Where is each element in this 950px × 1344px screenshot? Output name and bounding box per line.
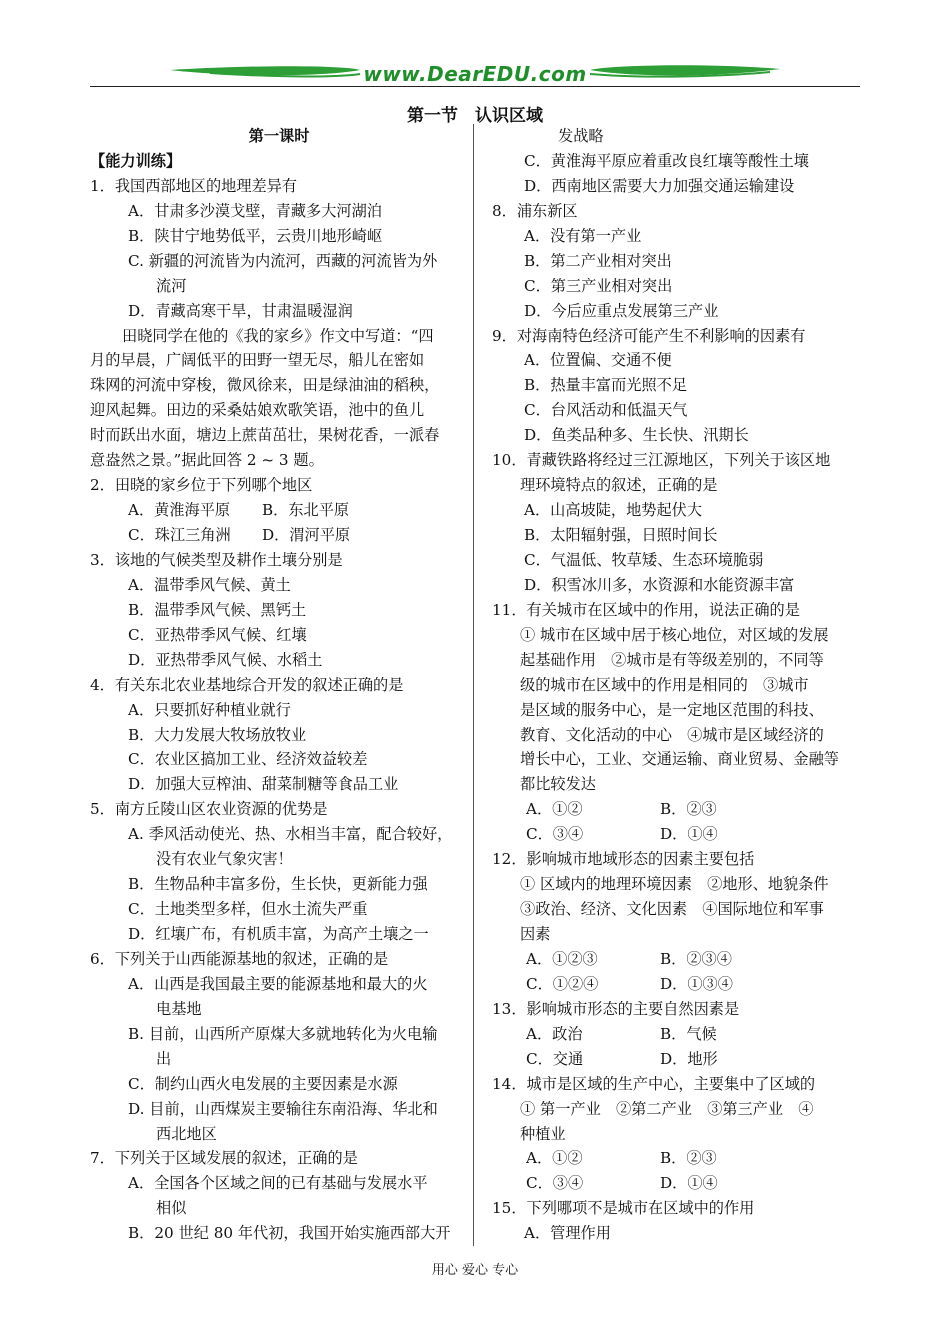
- answer-option-pair: [492, 797, 862, 822]
- text-line: 是区域的服务中心，是一定地区范围的科技、: [520, 700, 824, 719]
- answer-option: C．珠江三角洲: [128, 526, 231, 544]
- text-line: C．农业区搞加工业、经济效益较差: [128, 750, 368, 769]
- text-line: 3．该地的气候类型及耕作土壤分别是: [90, 550, 343, 569]
- text-line: B．热量丰富而光照不足: [524, 376, 688, 395]
- text-line: D. 目前，山西煤炭主要输往东南沿海、华北和: [128, 1099, 438, 1118]
- text-line: 8．浦东新区: [492, 201, 578, 220]
- text-line: B．太阳辐射强，日照时间长: [524, 526, 718, 544]
- text-line: 级的城市在区域中的作用是相同的 ③城市: [520, 675, 809, 694]
- text-line: B．第二产业相对突出: [524, 251, 672, 270]
- text-line: C．台风活动和低温天气: [524, 401, 688, 420]
- text-line: D．青藏高寒干旱，甘肃温暖湿润: [128, 301, 353, 320]
- text-line: 起基础作用 ②城市是有等级差别的，不同等: [520, 650, 824, 669]
- answer-option: D．①④: [660, 825, 718, 844]
- text-line: 1．我国西部地区的地理差异有: [90, 176, 298, 195]
- text-line: 5．南方丘陵山区农业资源的优势是: [90, 800, 328, 819]
- header-rule: [90, 86, 860, 87]
- text-line: A．全国各个区域之间的已有基础与发展水平: [128, 1174, 428, 1193]
- text-line: B．温带季风气候、黑钙土: [128, 600, 307, 619]
- site-url[interactable]: www.DearEDU.com: [363, 62, 587, 86]
- answer-option-pair: [492, 1171, 862, 1196]
- text-line: A．没有第一产业: [524, 226, 642, 245]
- text-line: 14．城市是区域的生产中心，主要集中了区域的: [492, 1074, 816, 1093]
- text-line: D．亚热带季风气候、水稻土: [128, 650, 323, 669]
- text-line: A．只要抓好种植业就行: [128, 700, 291, 719]
- text-line: 种植业: [520, 1124, 566, 1143]
- left-column: [90, 124, 468, 1246]
- answer-option: C．③④: [526, 825, 584, 844]
- text-line: 没有农业气象灾害！: [156, 850, 293, 869]
- text-line: 时而跃出水面，塘边上蔗苗茁壮，果树花香，一派春: [90, 426, 440, 445]
- text-line: A．山西是我国最主要的能源基地和最大的火: [128, 974, 428, 993]
- text-line: 相似: [156, 1199, 187, 1218]
- text-line: 珠网的河流中穿梭，微风徐来，田是绿油油的稻秧，: [90, 376, 440, 395]
- answer-option-pair: [90, 498, 468, 523]
- text-line: B. 目前，山西所产原煤大多就地转化为火电输: [128, 1024, 438, 1043]
- text-line: A．山高坡陡，地势起伏大: [524, 501, 703, 520]
- text-line: 迎风起舞。田边的采桑姑娘欢歌笑语，池中的鱼儿: [90, 401, 425, 420]
- text-line: 6．下列关于山西能源基地的叙述，正确的是: [90, 949, 389, 968]
- answer-option-pair: [492, 1146, 862, 1171]
- text-line: D．西南地区需要大力加强交通运输建设: [524, 176, 795, 195]
- text-line: 电基地: [156, 999, 202, 1018]
- answer-option: A．①②: [526, 1149, 583, 1168]
- answer-option-pair: [492, 822, 862, 847]
- text-line: A. 季风活动使光、热、水相当丰富，配合较好，: [128, 825, 453, 844]
- answer-option: B．东北平原: [262, 501, 350, 520]
- text-line: D．鱼类品种多、生长快、汛期长: [524, 426, 749, 445]
- answer-option-pair: [492, 947, 862, 972]
- text-line: B．大力发展大牧场放牧业: [128, 725, 307, 744]
- answer-option-pair: [90, 523, 468, 548]
- text-line: 意盎然之景。”据此回答 2 ~ 3 题。: [90, 451, 324, 470]
- answer-option: D．渭河平原: [262, 526, 351, 544]
- text-line: 13．影响城市形态的主要自然因素是: [492, 999, 740, 1018]
- text-line: 西北地区: [156, 1124, 217, 1143]
- answer-option: B．②③④: [660, 949, 732, 968]
- text-line: 因素: [520, 925, 551, 943]
- text-line: C．亚热带季风气候、红壤: [128, 625, 307, 644]
- answer-option: C．①②④: [526, 974, 599, 993]
- text-line: ① 区域内的地理环境因素 ②地形、地貌条件: [520, 875, 829, 894]
- answer-option: B．气候: [660, 1024, 717, 1043]
- text-line: 11．有关城市在区域中的作用，说法正确的是: [492, 600, 800, 619]
- text-line: C. 新疆的河流皆为内流河，西藏的河流皆为外: [128, 251, 438, 270]
- answer-option: D．地形: [660, 1049, 718, 1068]
- answer-option-pair: [492, 1047, 862, 1072]
- answer-option: C．交通: [526, 1049, 584, 1068]
- text-line: C．黄淮海平原应着重改良红壤等酸性土壤: [524, 151, 809, 170]
- answer-option: D．①③④: [660, 974, 733, 993]
- text-line: ① 城市在区域中居于核心地位，对区域的发展: [520, 625, 829, 644]
- answer-option-pair: [492, 972, 862, 997]
- text-line: 月的早晨，广阔低平的田野一望无尽，船儿在密如: [90, 351, 425, 370]
- text-line: A．管理作用: [524, 1224, 611, 1243]
- text-line: 15．下列哪项不是城市在区域中的作用: [492, 1199, 755, 1218]
- answer-option: A．黄淮海平原: [128, 501, 231, 520]
- right-column: [492, 124, 862, 1246]
- section-title: 第一节 认识区域: [407, 106, 543, 126]
- text-line: 4．有关东北农业基地综合开发的叙述正确的是: [90, 675, 404, 694]
- text-line: ① 第一产业 ②第二产业 ③第三产业 ④: [520, 1099, 814, 1118]
- text-line: 增长中心，工业、交通运输、商业贸易、金融等: [520, 750, 839, 769]
- answer-option-pair: [492, 1022, 862, 1047]
- text-line: 【能力训练】: [90, 151, 182, 170]
- text-line: 第一课时: [248, 127, 310, 145]
- text-line: 9．对海南特色经济可能产生不利影响的因素有: [492, 326, 806, 345]
- text-line: 都比较发达: [520, 775, 596, 794]
- text-line: A．甘肃多沙漠戈壁，青藏多大河湖泊: [128, 201, 382, 220]
- answer-option: D．①④: [660, 1174, 718, 1193]
- text-line: 流河: [156, 276, 187, 295]
- text-line: D．今后应重点发展第三产业: [524, 301, 719, 320]
- text-line: D．积雪冰川多，水资源和水能资源丰富: [524, 575, 795, 594]
- text-line: D．加强大豆榨油、甜菜制糖等食品工业: [128, 775, 399, 794]
- text-line: 7．下列关于区域发展的叙述，正确的是: [90, 1149, 358, 1168]
- text-line: C．气温低、牧草矮、生态环境脆弱: [524, 550, 764, 569]
- page-footer: 用心 爱心 专心: [431, 1263, 519, 1278]
- text-line: B．生物品种丰富多份，生长快，更新能力强: [128, 875, 428, 894]
- answer-option: A．①②③: [526, 949, 598, 968]
- text-line: A．温带季风气候、黄土: [128, 575, 291, 594]
- answer-option: B．②③: [660, 800, 717, 819]
- text-line: C．土地类型多样，但水土流失严重: [128, 900, 368, 919]
- text-line: 12．影响城市地域形态的因素主要包括: [492, 850, 755, 869]
- answer-option: B．②③: [660, 1149, 717, 1168]
- text-line: 理环境特点的叙述，正确的是: [520, 476, 718, 495]
- text-line: 田晓同学在他的《我的家乡》作文中写道：“四: [122, 326, 434, 345]
- text-line: 10．青藏铁路将经过三江源地区，下列关于该区地: [492, 451, 831, 470]
- text-line: B．陕甘宁地势低平，云贵川地形崎岖: [128, 226, 383, 245]
- text-line: B．20 世纪 80 年代初，我国开始实施西部大开: [128, 1224, 451, 1243]
- answer-option: A．①②: [526, 800, 583, 819]
- text-line: C．制约山西火电发展的主要因素是水源: [128, 1074, 398, 1093]
- text-line: C．第三产业相对突出: [524, 276, 673, 295]
- answer-option: A．政治: [526, 1024, 583, 1043]
- text-line: 2．田晓的家乡位于下列哪个地区: [90, 476, 313, 495]
- text-line: 出: [156, 1049, 172, 1068]
- text-line: ③政治、经济、文化因素 ④国际地位和军事: [520, 900, 824, 919]
- text-line: 教育、文化活动的中心 ④城市是区域经济的: [520, 725, 824, 744]
- answer-option: C．③④: [526, 1174, 584, 1193]
- column-divider: [473, 124, 474, 1246]
- text-line: D．红壤广布，有机质丰富，为高产土壤之一: [128, 925, 429, 943]
- text-line: A．位置偏、交通不便: [524, 351, 672, 370]
- text-line: 发战略: [558, 127, 604, 145]
